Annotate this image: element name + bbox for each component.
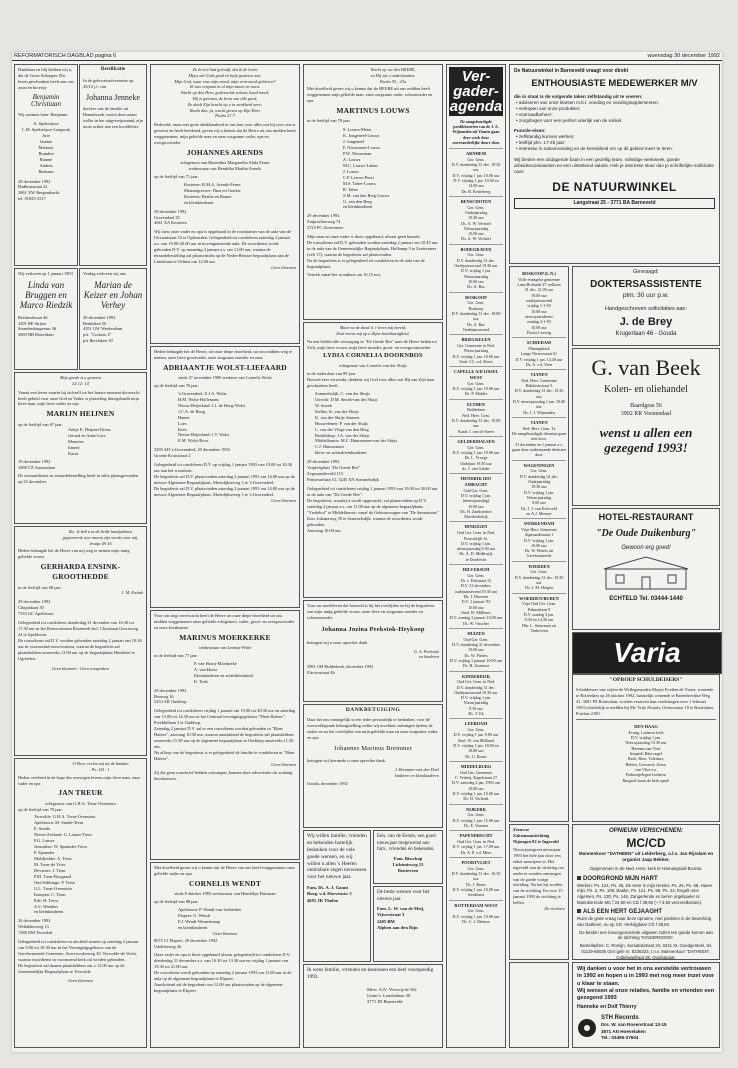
ad-death-wolst — [150, 346, 300, 608]
ad-dankbetuiging — [303, 704, 443, 828]
notice-wierden: WIERDEN Ger. Gem. D.V. donderdag 31 dec. 19.30 uur Ds. J. M. Helgen — [512, 561, 566, 593]
list-item: • leeftijd plm. 17-25 jaar; — [516, 140, 566, 146]
ad-oproep-schuldeisers — [572, 674, 720, 822]
ad-text: Wij zien, onze vader en opa is opgebaard in de rouwkamer van de aula van de Uitvaartstaat 53 te Opheusden. Gelegenheid tot condoleren zaterdag 2 januari a.s. van 19.00-20.00 uur in bovengenoemde aula. De rouwdienst wordt gehouden D.V. op maandag 4 januari a.s. om 11.00 uur, waarna de teraardebestelling zal plaatsvinden op de Neder-Betuwe begraafplaats aan de Linteltraat te Ochten om 12.00 uur. — [154, 229, 292, 265]
varia-banner: Varia — [572, 632, 722, 674]
agenda-item — [449, 718, 503, 761]
ad-engagement-linda — [14, 268, 78, 370]
ad-title: Zeeuwse Zakenmanstichting Nijmegen 82 te Ingevuld — [513, 827, 559, 844]
notice-schiedam: SCHIEDAM Plantagekerk Lange Nieuwstraat 61 D.V. vrijdag 1 jan. 14.30 uur Ds. A. v.d. Veen — [512, 337, 566, 369]
ad-text: Met droefheid geven wij u kennis dat de Heere van ons heeft weggenomen onze geliefde vader en opa — [154, 865, 296, 876]
newspaper-page — [12, 52, 722, 1052]
ad-text: De beste wensen voor het nieuwe jaar. — [377, 889, 431, 902]
agenda-body: Ger. Gem. D.V. vrijdag 1 jan. 9.00 uur Stud. W. van Millaard D.V. vrijdag 1 jan. 18.00 en 18.00 uur Ds. G. Bouw — [453, 727, 499, 759]
ad-text: Mijn man en onze vader is thuis opgebaard, alwaar geen bezoek. De rouwdienst zal D.V. gehouden worden zaterdag 2 januari om 10.45 uur in de aula van de Gemeentelijke Begraafplaats, Hofkamp 3 te Zoetermeer (velt 17), waarna de begrafenis zal plaatsvinden. Na de begrafenis is er gelegenheid tot condoleren in de aula van de begraafplaats. — [307, 234, 438, 269]
agenda-place: MIDDELBURG — [460, 764, 492, 769]
ad-address: 29 december 1992 Gravendaal 25 4041 XA Kesteren — [154, 208, 187, 226]
ad-text: Gelegenheid tot condoleren donderdag 31 december van 16.30 tot 17.30 uur in het Rouwcentrum Rosenvelt-hof, Christiaan Geurtsweg 24 te Apeldoorn. De rouwdienst zal D.V. worden gehouden zaterdag 2 januari om 10.30 uur in voornoemd rouwcentrum, waarna de begrafenis zal plaatshebben omstreeks 12.00 uur op de begraafplaats Heidehof te Ugchelen. — [18, 620, 142, 661]
ad-role: sinds 8 oktober 1983 weduwnaar van Hendrikje Huisman — [174, 891, 276, 896]
ad-age: op de leeftijd van 71 jaar. — [154, 173, 199, 179]
ad-text: dochter van de familie uit Bennebroek, moest deze naam welke in het uitgeverijmaand, zijn moet achter aan een hoofdletter. — [83, 106, 144, 130]
ad-role: sinds 27 november 1989 weduwe van Cornelis Wolst — [178, 375, 272, 380]
ad-title: "OPROEP SCHULDEISERS" — [609, 677, 683, 683]
agenda-body: Ger. Gem. D.V. vrijdag 1 jan. 15.00 uur Ds. E. Venema — [452, 812, 500, 828]
ad-text: Voor uw medeleven dat betoond is bij het overlijden en bij de begrafenis van mijn innig geliefde vrouw, onze lieve en zorgzame moeder en schoonmoeder — [307, 603, 436, 620]
ad-footnote: Geen bloemen — [212, 930, 238, 936]
agenda-body: Ger. Gem. D.V. vrijdag 1 jan. 10.00 uur Ds. C. J. Meeuse — [452, 908, 500, 924]
ad-text: Na een liefdevolle verzorging in "De Goede Ree" nam de Heere heden tot Zich, mijn lieve vrouw, mijn lieve moeder, groot- en overgrootmoeder — [307, 338, 438, 350]
ad-text: Werken: Ps. 124, Ps. 26, De Heer is mijn Herder, Ps. 26, Ps. 68, Haeer mijn, Ps. 3, Ps. 108, Baake, Ps. 121, Ps. 98, Ps. 24, Engelt uree Algemen, Ps. 130, Ps. 146. Zangerlende en beren orgelspeler is: Mannkorende MC f 24,50 en CD f 39,50 (+ f 3,50 verzendkosten). — [577, 882, 714, 906]
brand-name: DE NATUURWINKEL — [552, 180, 677, 195]
ad-text: Gelegenheid tot condoleren en afscheid nemen op zaterdag 2 januari van 9.00 tot 10.30 uur in het Verenigingsgebouw van de Gereformeerde Gemeente, Avervoordseweg 30, Terwolde-de Vecht, waarna rouwdienst in voornoemd kerk zal worden gehouden. De begrafenis zal daarna plaatshebben om ± 12.00 uur op de Gemeentelijke Begraafplaats te Terwolde. — [18, 939, 139, 974]
notice-boskoop: BOSKOOP (L.N.) Volle evangelie gemeente Laan Hofstede 27 welkom 31 dec. 21.00 uur 19.00 uur oudejaarsavond vrijdag 1-1-93 10.00 uur nieuwjaarsdienst zondag 3-1-93 10.00 uur Pastor Leesvig — [517, 271, 561, 335]
child-name: Benjamin Christiaan — [31, 92, 61, 109]
ad-text: Heden overleed in de hope des eeuwigen levens mijn lieve man, onze vader en opa — [18, 774, 142, 786]
family-list: A. Spekreijsse L.M. Spekreijsse-Langerak Arie Jantine Marinus Brandon Rianne Andrea Bastiaan — [22, 121, 70, 174]
ad-text: Daar het ons onmogelijk is een ieder persoonlijk te bedanken, voor de overweldigende belangstelling welke wij mochten ontvangen tijdens de ziekte en na het overlijden van mijn geliefde man en onze zorgzame vader en opa — [307, 717, 439, 741]
ad-thanks-peekstok — [303, 600, 443, 702]
ad-title: ENTHOUSIASTE MEDEWERKER M/V — [531, 77, 698, 89]
ad-address: 3295 AH 's-Gravendeel, 29 december 1992 Groene Kruisstraat 2 — [154, 447, 230, 459]
ad-text: Heden behaagde het de Heere, tot onze diepe droefheid, uit ons midden weg te nemen, onze lieve grootvader, onze zorgzame moeder en oma — [154, 349, 294, 360]
ad-thierry-sth — [572, 962, 720, 1048]
couple-names: Marian de Keizer en Johan Verhey — [83, 279, 143, 310]
ad-title: MC/CD — [626, 836, 666, 851]
ad-death-heijnen — [14, 372, 147, 524]
ad-text: Gelegenheid tot condoleren vrijdag 1 januari om 19.00 tot 20.30 uur en zaterdag van 13.00 tot 14.30 uur in het Centraal verenigingsgebouw "Eben Haëzer", Preekhillaan 3 te Ouddorp. Zaterdag 2 januari D.V. zal er een rouwdienst worden gehouden in "Eben Haëzer", aanvang 10.30 uur, waarna aansluitend de begrafenis zal plaatshebben omstreeks 11.30 uur op de algemene begraafplaats te Ouddorp omstreeks 11.30 uur. Na afloop van de begrafenis is er gelegenheid de familie te condoleren in "Eben Haëzer". — [154, 708, 296, 761]
agenda-body: Ger. Gemeente in Ned. Nieuwjaarsdag D.V. vrijdag 1 jan. 10.00 uur Stud. J.C. v.d. Roest — [452, 342, 500, 364]
ad-address: 29 december 1992 Chopinlaan 39 7333 GC Apeldoorn — [18, 599, 54, 617]
ad-wishes-gaunt — [303, 830, 371, 962]
agenda-place: BOSKOOP — [465, 294, 487, 300]
child-name: Johanna Jenneke — [86, 92, 140, 102]
ad-death-doornbos — [303, 322, 443, 598]
ad-signature: G. A. Peekstok en kinderen — [413, 648, 439, 660]
ad-text: betuigen wij hiermede u onze oprechte dank. — [307, 757, 386, 763]
agenda-item — [449, 521, 503, 564]
agenda-item — [449, 804, 503, 831]
ad-text: Bedroefd, maar met grote dankbaarheid in ons hart voor alles wat hij voor ons is geweest en heeft betekend, geven wij u kennis dat de Heere uit ons midden heeft weggenomen, mijn geliefde man en onze zorgzame vader, opa en overgrootvader — [154, 122, 297, 145]
deceased-name: JOHANNES ARENDS — [186, 147, 264, 157]
ad-title: Rectificatie — [100, 67, 126, 72]
ad-address: Bestelladres: C. Romijn, Sumatrastraat 34, 3241 XL Goedgenteel, tel. 01119-66035 Giro gele nr. 5236323, t.n.v. Mannenkoor "DATHEEN", Cabelwagfraat 38, Ooglopgaat. — [579, 943, 714, 960]
agenda-item — [449, 473, 503, 521]
ad-text: Hoewel zeer verzwakt, dankten wij God voor alles wat Hij aan Zijn haar geschonken heeft. — [307, 377, 436, 389]
agenda-place: HILVERSUM — [462, 567, 490, 573]
square-bullet-icon — [577, 909, 581, 913]
ad-address: Berdaeshtraat 46 3291 BE Strijen Strandenburgerum 36 3069 HB Rotterdam — [18, 314, 57, 338]
ad-age: op de leeftijd van 67 jaar. — [18, 421, 63, 427]
ad-text: Nieuwjaarsgroet nieuwjaar 1993 het hele jaar door een enkel aanwijzen er. Het ingevuld van de stichting om onder te worden ontvangen van de goede vorige inleiding. Na het bij worden van de stichting. En voor 15 januari 1993 de stichting te bellen. — [513, 846, 566, 906]
ad-death-treur — [14, 758, 147, 1048]
agenda-place: HENDRIK IDO AMBACHT — [460, 476, 492, 487]
deceased-name: CORNELIS WENDT — [188, 878, 262, 888]
agenda-body: Oud Ger. Gem. in Ned. Postschrijlt Sr. D.V. vrijdag 1 jan. nieuwjaarsdag 9.30 uur Ds. A. D. Medhwijk te Dordrecht — [456, 530, 496, 562]
agenda-place: KINDERDIJK — [461, 673, 491, 679]
agenda-intro: De aangekondigde predikbeurten van de J. A. Wijnanden uit Vianen gaan deze week door onveranderlijke doorr door — [452, 119, 500, 145]
ad-address: 29 december 1992 Zuiprachterweg 74 2725 PC Zoetermeer — [307, 213, 344, 231]
ad-text: Gevraagd: — [633, 269, 659, 275]
hotel-place: ECHTELD — [609, 595, 638, 602]
ad-text: Opgenomen in de Ned. Herv. kerk te Harnasgraaf-Bruinis. — [589, 865, 703, 871]
ad-age: op de leeftijd van 76 jaar. — [154, 382, 199, 388]
header-rule — [12, 60, 722, 61]
notice-woerden: WOERDEN/BUREN Vrije Oud Ger. Gem. Palmenlaan 9 D.V. zondag 3 jan. 9.30 en 14.30 uur Dhr. L. Stuurman uit Vinkeveen — [512, 593, 566, 636]
agenda-item — [449, 196, 503, 244]
agenda-item — [449, 436, 503, 473]
ad-address: 28 december 1992 Badhuisstraat 22 2861 XW Bergambacht tel. 01825-2517 — [18, 178, 60, 202]
agenda-item — [449, 334, 503, 366]
agenda-list — [449, 148, 503, 926]
agenda-item — [449, 292, 503, 335]
ad-signature: J. M. Ensink — [121, 590, 143, 596]
ad-role: echtgenoot van Barendina Margaretha Alida Fenes weduwnaar van Hendrika Martha Arends — [180, 160, 270, 171]
agenda-place: NIJKERK — [465, 806, 486, 812]
agenda-place: ARNHEM — [465, 150, 486, 156]
family-list: Terwolde: G.H.A. Treur-Ovenstein Apeldoorn: M. Smide-Treur E. Smide Nieuw-Zeeland: G. Lanser-Treur P.G. Lanser Jerusalem: W. Spaander-Treur P. Spaander Molsbrekke: A. Treur M. Treur-de Vries Deventer: J. Treur P.M. Treur-Boogaard Oud Sabbinge: P. Treur G.L. Treur-Ovenstein Kampen: C. Treur Ede: H. Treur A.S. Wanders en kleinkinderen — [34, 814, 96, 915]
deceased-name: MARTINUS LOUWS — [336, 106, 410, 116]
notice-den-haag: DEN HAAG Evang. Lutherse kerk D.V. vrijdag 1 jan. Nieuwjaarsdag 15.30 uur Herman van Vliet bespeelt Bätz-orgel Bach, Buxt, Voleimer, Helfen, Coevaerd, Avisz, van Vliet e.a. Parkeergelegen Lutherse Burgwal staan de kerk open! — [622, 724, 670, 783]
agenda-body: Oud Ger. Gem. D.V. donderdag 31 december 19.00 uur Ds. W. Pieters D.V. vrijdag 1 januari 10.00 uur Ds. H. Zoomwa — [449, 636, 503, 669]
agenda-body: Oud Ger. Gem. in Ned. D.V. vrijdag 1 jan. 17.00 uur Ds. A. P. v.d. Meer — [452, 838, 500, 855]
ad-death-arends — [150, 64, 300, 344]
agenda-item — [449, 830, 503, 857]
ad-footnote: Geen bloemen — [271, 497, 296, 503]
ad-footnote: Geen bloemen — [271, 265, 296, 271]
ad-text: Wij danken u voor het in ons eerstelde vertrouwen in 1992 en hopen u in 1993 met nog meer inzet voor u klaar te staan. Wij wensen al onze relaties, familie en vrienden een gezegend 1993 — [577, 966, 715, 1002]
ad-text: Met droefheid geven wij u kennis dat de HEERE uit ons midden heeft weggenomen mijn geliefde man, onze zorgzame vader, schoonvader en opa — [307, 86, 434, 104]
ad-signature: Mevr. A.N. Verweij-de Wit Grunt v. Lyndenlaan 38 3771 JD Barneveld — [367, 986, 417, 1004]
ad-age: in de leeftijd van 78 jaar. — [307, 118, 351, 124]
agenda-place: PAPENDRECHT — [459, 833, 493, 839]
ad-death-ensink — [14, 526, 147, 756]
ad-address: 29 december 1992 Verpleeghuis "De Goede Ree" Zegwaarderveld 115 Prinsesselaan 51, 3245 XN Sommelsdijk — [307, 459, 379, 483]
requirements-list — [514, 134, 715, 153]
family-list: P. van Hoost-Moerkerke A. van Hoost Kleinkinderen en achterkleinkind K. Teeb — [194, 660, 253, 684]
list-item: • adviseren van onze klanten m.b.t. voeding en voedingsupplementen; — [516, 99, 659, 105]
deceased-name: MARIJN HEIJNEN — [46, 409, 115, 419]
ad-text: De Natuurwinkel in Barneveld vraagt voor direkt — [514, 68, 629, 74]
record-disc-icon — [577, 1018, 597, 1038]
agenda-place: ROTTERDAM-WEST — [454, 902, 498, 908]
agenda-body: Oud Ger. Gemeente C. Verbeij, Kapelstraat 27 D.V. zaterdag 2 jan. 1993 om 19.00 uur D.V. vrijdag 1 jan. 10.00 uur Ds. D. Verhoek — [452, 769, 500, 802]
agenda-body: Ger. Gem. D.V. vrijdag 1 jan. 10.00 uur Ds. L. Vroege Oudejaar 19.30 uur ds. J. van Gelder — [452, 444, 500, 471]
agenda-item — [449, 148, 503, 196]
family-list: S. Louws-Meter K. Jongeneel-Louws J. Jongeneel F. Nieuwman-Louws P.W. Nieuwman A. Louws M.C. Louws-Laban J. Louws C.P. Louws-Poort M.S. Taber-Louws R. Taber S.M. van den Berg-Louws G. van den Berg en kleinkinderen — [343, 127, 390, 210]
company-name: STH Records — [601, 1015, 639, 1022]
church-notices — [509, 266, 569, 822]
ad-text: Wij willen familie, vrienden en bekenden hartelijk bedanken voor de vele goede wensen, en wij willen u allen 's Heeren onmisbare zegen toewensen voor het nieuwe jaar. — [307, 833, 369, 881]
company-sub: Kolen- en oliehandel — [604, 383, 688, 395]
ad-text: Schuldeisers van wijlen de Wellegenanden Marjet Evelien de Visser, wonende te Rotterdam op 26 oktober 1992, laatstelijk wonende te Barendrechtse Weg 41, 3081 PZ Rotterdam, worden verzocht hun vorderingen voor 1 februari 1993 schriftelijk te melden bij Mr. Vrije Notaris, Oosterstraat 10 te Rotterdam, Postbus 2100. — [576, 687, 716, 717]
ad-text: plm. 30 uur p.w. — [623, 291, 669, 299]
ad-text: Wij bieden een uitdagende baan in een gezellig team, volledige werkweek, goede arbeidsvoorwaarden en een uitstekend salaris. Heb je interesse stuur dan je schriftelijke sollicitatie naar: — [514, 156, 716, 174]
agenda-item — [449, 671, 503, 719]
ad-death-moerkerke — [150, 610, 300, 860]
ad-zakenman-stichting — [509, 824, 569, 960]
ad-address: Krugerlaan 46 - Gouda — [615, 330, 677, 337]
hotel-phone: Tel. 03444-1440 — [639, 595, 683, 602]
ad-text: Ruim de grote vraag naar deze opname, met psalmen in de bewerking van Datheen, nu op CD. Verkrijgbaar CD f 39,50. — [577, 915, 713, 927]
ad-blank-filler — [509, 962, 569, 1048]
agenda-item — [449, 366, 503, 398]
ad-footnote: De uitvaartdienst en teraardebestelling heeft in stilte plaatsgevonden op 23 december. — [18, 473, 140, 484]
agenda-body: Ger. Gem. Dr. v. Eekstraat 15 D.V. 31 december, oudejaarsavond 19.30 uur Ds. J. Driessen D.V. 1 januari '93 10.00 uur Stud. W. Millbees D.V. zondag 3 januari 10.00 uur Ds. W. Visscher — [449, 572, 503, 626]
ad-subtitle: ALS EEN HERT GEJAAGHT — [583, 908, 663, 915]
ad-footnote: Geen bloemen — [271, 761, 296, 767]
deceased-name: ADRIAANTJE WOLST-LIEFAARD — [163, 362, 287, 372]
ad-verse: Zo ik niet had geloofd, dat ik de loven Mijns zal Gods goed en hulp genieten zou, Mijn God, waar was mijn moed, mijn vertrouwd gebleven? Ik was vergaan in al mijn smart en rouw. Wacht op den Heer, godvruchte schaar, houd moed, Hij is getrouw, de bron van alle goed, Zo daalt Zijn kracht op u in zwakheid neer; Wacht dan, ja, wacht gerust op Zijn Heer. Psalm 27:7 — [174, 67, 276, 119]
ad-role: weduwnaar van Leentje Witte — [198, 644, 252, 650]
ad-text: die in staat is de volgende taken zelfstandig uit te voeren: — [514, 93, 643, 99]
ad-role: echtgenoot van G.H.A. Treur-Ovenstein — [45, 800, 116, 806]
agenda-body: Ger. Gem. D.V. vrijdag 1 jan. 10.00 uur Ds. P. Mulder — [452, 380, 500, 397]
ad-signature: De stichters — [544, 906, 565, 912]
ad-address: 8075 CJ Elspeet, 29 december 1992 Uddelseweg 26 — [154, 938, 218, 950]
family-list: Kesteren: B.M.A. Arends-Fenes Monstegrevoer: Dina en Gradus Kesteren: Bertha en Ronne en kleinkinderen — [184, 181, 241, 205]
ad-text: Gelegenheid tot condoleren D.V. op vrijdag 1 januari 1993 van 19.00 tot 20.30 uur aan het woonhuis. De begrafenis zal D.V. plaatsvinden zaterdag 2 januari 1993 om 14.00 uur op de nieuwe Algemene Begraafplaats, Moerdijkseweg 3 te 's-Gravendeel. De begrafenis zal D.V. plaatsvinden zaterdag 2 januari 1993 om 14.00 uur op de nieuwe Algemene Begraafplaats, Moerdijkseweg 3 te 's-Gravendeel. — [154, 462, 295, 497]
deceased-name: Johannes Marinus Bremmer — [333, 745, 413, 753]
ad-address: 2981 GH Ridderkerk, december 1992 Electrostraat 4b — [307, 664, 374, 676]
ad-age: in de ouderdom van 89 jaar. — [307, 371, 357, 377]
agenda-place: LEERDAM — [464, 721, 488, 727]
agenda-item — [449, 761, 503, 804]
ad-verse: Mijn goede is u geweest Lk 12: 14 — [59, 375, 102, 386]
ad-footnote: Vertrek vanaf het woonhuis om 10.15 uur. — [307, 271, 381, 277]
ad-wishes-bisschop — [373, 830, 443, 884]
ad-verse: Zie, ik heb u in de beide handpalmen gegraveerd, uwe muren zijn steeds voor mij. Jesaja 49:16 — [62, 529, 139, 546]
deceased-name: Johanna Jozina Peekstok-Heykoop — [321, 625, 425, 633]
list-item: • verkopen van onze produkten; — [516, 106, 581, 112]
ad-age: op de leeftijd van 70 jaar. — [18, 806, 63, 812]
vergader-agenda — [446, 64, 506, 1048]
ad-text: Voor ons nog onverwacht heeft de Heere tot onze diepe droefheid uit ons midden weggenomen onze geliefde echtgenoot, vader, groot- en overgrootvader en onze kostbaarste — [154, 613, 296, 630]
company-name: G. van Beek — [591, 355, 701, 380]
agenda-place: BENSCHOTEN — [460, 198, 492, 204]
ad-footnote: Zij die geen rouwbrief hebben ontvangen, kunnen deze advertentie als zodanig beschouwen. — [154, 769, 294, 781]
ad-text: Mannenkoor "DATHEEN" uit Lelderberg, o.l.v. Jan Rijsdam en organist Jaap Bekker. — [578, 851, 714, 863]
ad-text: betuigen wij u onze oprechte dank. — [307, 639, 369, 645]
ad-death-louws — [303, 64, 443, 320]
agenda-item — [449, 244, 503, 292]
deceased-name: LYDIA CORNELIA DOORNBOS — [323, 352, 423, 360]
ad-text: Wij noemen hem: Benjamin — [18, 112, 68, 118]
ad-text: Heden behaagde het de Heere van mij weg te nemen mijn innig geliefde vrouw — [18, 548, 131, 560]
header-right: woensdag 30 december 1992 — [647, 53, 720, 59]
ad-mc-cd — [572, 824, 720, 960]
notice-wageningen: WAGENINGEN Ger. Gem. D.V. donderdag 31 dec. Oudejaarsdag 19.30 uur D.V. vrijdag 1 jan. Nieuwjaarsdag 9.00 uur Ds. J. J. van Eckeveld en A.J. Meeuse — [512, 460, 566, 519]
agenda-place: CAPELLE A/D IJSSEL WEST — [453, 369, 499, 380]
list-item: • zorgdragen voor een perfect uiterlijk van de winkel. — [516, 118, 623, 124]
ad-age: in de leeftijd van 77 jaar. — [154, 652, 198, 658]
agenda-body: Ger. Gem. D.V. donderdag 31 dec. 19.30 uur D.V. vrijdag 1 jan. 10.00 uur D.V. vrijdag 1 jan. 10.00 en 14.00 uur Ds. B. Ketterberg — [451, 156, 501, 194]
deceased-name: JAN TREUR — [58, 788, 103, 798]
ad-text: In de geboorteadvertentie op 29/12 j.l. van — [83, 77, 135, 89]
deceased-name: MARINUS MOERKERKE — [179, 632, 271, 642]
ad-death-wendt — [150, 862, 300, 1048]
ad-natuurwinkel — [509, 64, 720, 264]
ad-birth-benjamin — [14, 64, 78, 266]
ad-wishes-vandemeij — [373, 886, 443, 962]
agenda-item — [449, 628, 503, 671]
ad-text: Onze vader en opa is thuis opgebaard alwaar gelegenheid tot condoleren D.V. donderdag 31 december a.s. van 16.30 tot 13.30 uur en vrijdag 1 januari van 19.30 tot 21.00 uur. De rouwdienst wordt gehouden op zaterdag 2 januari 1993 om 11.00 uur in de aula op de algemene begraafplaats te Elspeet. Aansluitend zal de begrafenis om 12.00 uur plaatsvinden op de algemene begraafplaats te Elspeet. — [154, 952, 292, 993]
ad-van-beek — [572, 348, 720, 506]
list-item: • interesse in natuurvoeding en de bereidheid om op dit gebied meer te leren. — [516, 146, 674, 152]
ad-footnote: Geen bloemen - Geen toespraken — [51, 665, 110, 671]
ad-signature: Fam. Bisschop Lichtmisweg 15 Benteveen — [392, 855, 424, 874]
ad-verse: Wacht op uw den HEERE, en Hij zal u onderhouden. Psalm 55 : 23a — [370, 67, 416, 84]
ad-verse: Maar nu de dood is 't leven mij bereid, Zoal mernt mij op u Zijne barmhartigheid. — [336, 325, 410, 336]
ad-hotel-duikenburg — [572, 508, 720, 630]
page-header — [12, 52, 722, 61]
ad-age: in de leeftijd van 68 jaar. — [18, 584, 62, 590]
ad-text: Een, van de Eerste, een goed nieuwjaar toegewenst aan fam., vrienden en bekenden. — [377, 833, 437, 853]
ad-title: DOKTERSASSISTENTE — [590, 279, 702, 291]
ad-address: Gouda, december 1992 — [307, 781, 348, 787]
ad-signature: Fam. L. W. van de Meij, Vijverstraat 3 2405 BM Alphen aan den Rijn — [377, 906, 425, 930]
ad-verse: O Heer, verlos mij uit de banden Ps. 141: 1 — [72, 761, 129, 772]
family-list: Sommelsdijk: C. van der Sluijs Utrecht: D.M. Snoek-van der Sluijs W. Snoek Stellas: K. van der Sluijs K. van der Sluijs-Janssen Houwelenen: P. van der Sluijs L. van der Vlugt-van den Berg Boeldidorp: J.A. van der Sluijs Middelharnis: M.C. Hanssensen-van der Sluijs C.J. Hanssensen klein- en achterkleinkinderen — [315, 390, 398, 456]
agenda-body: Oud Ger. Gem. D.V. vrijdag 1 jan. (nieuwjaarsdag) 10.00 uur Ds. H. Zandrietfort Moerkerkelijk — [460, 487, 492, 520]
list-item: • zelfstandig kunnen werken; — [516, 134, 575, 139]
family-list: Ankje E. Heijnen-Dreus Gerard en Anne-Lore Maureen Innerd Karin — [68, 427, 111, 457]
ad-address: 19 december 1992 1068 VZ Amsterdam — [18, 459, 55, 471]
ad-address: 26 december 1992 Weltakkerweg 13 7386 NM Terwolde — [18, 918, 53, 936]
ad-role: echtgenote van Cornelis van der Sluijs — [339, 363, 407, 369]
ad-signature: Hanneke en Dolf Thierry — [577, 1004, 637, 1011]
task-list — [514, 100, 715, 125]
agenda-body: Bethlehem Ned. Herv. Gem. D.V. donderdag 31 dec. 19.00 uur Kand. J. van de Street — [451, 407, 501, 434]
agenda-body: Ger. Gem. D.V. donderdag 31 dec. Oudejaarsavond 19.30 uur D.V. vrijdag 1 jan. Nieuwjaarsdag 10.00 uur Ds. A. Bac — [454, 252, 498, 290]
notice-werkendam: WERKENDAM Vrije Herv. Gemeente Sigmundsstraat 1 D.V. vrijdag 1 jan. 10.00 uur Ds. W. Pieters uit Gereformeerde — [512, 518, 566, 561]
ad-text: Ik wens familie, vrienden en kennissen een heel voorspoedig 1993. — [307, 967, 435, 980]
couple-names: Linda van Bruggen en Marco Riedzik — [19, 279, 73, 310]
ad-address: 29 december 1992 Beaweg 16 3253 AR Ouddorp — [154, 687, 187, 705]
ad-rectificatie — [79, 64, 147, 266]
ad-signature: J. Bremmer-van den Doel kinderen en kleinkinderen — [394, 766, 439, 778]
agenda-place: POORTVLIET — [461, 859, 491, 865]
ad-text: De beiden een bovengenoemde uitgaven zullen ten goede komen aan de stichting "KINDERNOOD". — [579, 929, 715, 941]
ad-text: Vanuit een leven waarin hij zichzelf tot het laatste moment doorzocht heeft geheid voor onze God en Vader, is plotseling thuisgehaald mijn lieve man, mijn lieve vader en opa — [18, 389, 141, 407]
ad-text: Dankbaar en blij hebben wij u, dat de Grote Schepper, Die leven geschonken heeft aan ons zoon en broertje — [18, 67, 75, 90]
agenda-item — [449, 564, 503, 628]
agenda-body: Ger. Gem. Boskoop D.V. donderdag 31 dec. 19.00 uur Ds. A. Bac Oudejaarsavond — [451, 300, 501, 332]
agenda-item — [449, 900, 503, 927]
ad-signature: Fam. Ds. A. J. Gaunt Burg. v.d. Hoevenstr. 5 4691 JK Tholen — [307, 885, 352, 903]
agenda-body: Ger. Gem. Oudejaarsdag 19.30 uur Ds. A. W. Verhoef Nieuwjaarsdag 10.00 uur Ds. A. W. Verhoef — [461, 204, 491, 242]
ad-title: DANKBETUIGING — [345, 707, 401, 713]
agenda-item — [449, 857, 503, 900]
ad-address: Langstraat 25 - 3771 BA Barneveld — [514, 198, 715, 209]
ad-address: Drs. W. van Rosenstraat 13-15 3871 AN Hoevelaken — [601, 1022, 667, 1034]
ad-text: Handgeschreven sollicitaties aan: — [605, 305, 687, 312]
header-left: REFORMATORISCH DAGBLAD pagina 6 — [14, 53, 117, 59]
ad-title: OPNIEUW VERSCHENEN: — [608, 828, 683, 834]
ad-text: Wij verloven op 1 januari 1993 — [18, 271, 73, 276]
agenda-place: BRIELKELEN — [461, 337, 491, 343]
ad-wishes-verweij — [303, 964, 443, 1048]
ad-title: HOTEL-RESTAURANT — [598, 512, 694, 522]
ad-doktersassistente — [572, 266, 720, 346]
ad-subtitle: DOORGROND MIJN HART — [583, 875, 658, 882]
ad-address: Baardgras 56 3902 RR Veenendaal — [620, 403, 672, 418]
hotel-illustration-icon — [596, 555, 696, 591]
deceased-name: GERHARDA ENSINK-GROOTHEDDE — [40, 562, 121, 582]
agenda-item — [449, 399, 503, 436]
agenda-body: Ger. Gem. D.V. donderdag 31 dec. 16.30 uur Ds. J. Boers D.V. vrijdag 1 jan. 10.00 uur leesdienst — [451, 865, 501, 898]
greeting: wenst u allen een gezegend 1993! — [599, 425, 693, 456]
notice-vianen-2: VIANEN Ned. Herv. Gem. Tz De aangekondigde diensten gaan niet door. 31 december en 1 januari a.s. gaan deze onderstaande diensten door — [512, 417, 566, 460]
square-bullet-icon — [577, 876, 581, 880]
ad-subtitle: Functie-eisen: — [514, 127, 546, 133]
family-list: Apeldoorn: P. Wendt-van Iselsteden Elspeet: G. Wendt F.J. Wendt-Wenterkamp en kleinkinderen — [178, 906, 241, 930]
agenda-place: ELTHEN — [467, 401, 485, 407]
company-name: "De Oude Duikenburg" — [596, 528, 696, 540]
agenda-title: Ver-gader-agenda — [449, 68, 503, 115]
family-list: 's-Gravendeel: Z.J.A. Wolst H.M. Wolst-Hollemans Nieuw-Beijerland: J.J. de Hoog-Wolst J.C.A. de Hoog Hanne Loes Kees Nieuw-Beijerland: J.T. Wolst E.M. Wolst-Roos — [178, 390, 246, 444]
ad-address: 30 december 1992 Bentlaken 50 4351 GW Werkendam p/a. "Cortazo 4" p/a Berelaken 50 — [83, 314, 123, 344]
ad-age: op de leeftijd van 88 jaar. — [154, 898, 199, 904]
notice-vianen-1: VIANEN Ned. Herv. Gemeente Hakkestrstraat 5 D.V. donderdag 31 dec. 19.30 uur D.V. nieuwjaarsdag 1 jan. 10.00 uur Ds. J. J. Wijnanden — [512, 369, 566, 417]
contact-name: J. de Brey — [619, 316, 673, 329]
ad-text: Verdag verloven wij ons — [83, 271, 126, 276]
agenda-place: GELDERMALSEN — [457, 438, 495, 444]
ad-text: Gelegenheid tot condoleren vrijdag 1 januari 1993 van 19.00 tot 20.00 uur in de aula van "De Goede Ree". De begrafenis, waarbij u wordt opgewacht, zal plaatsvinden op D.V. zaterdag 2 januari a.s. om 11.00 uur op de algemene begraafplaats "Vredehof" te Middelharnis; vanaf de Gebuurswagen van "De Samaritaan" Kon. Julianaweg 39 te Sommelsdijk, waarna de rouwdienst wordt gehouden. Aanvang 10.00 uur. — [307, 486, 439, 533]
list-item: • voorraadbeheer; — [516, 112, 553, 118]
agenda-place: HINKIGEN — [464, 524, 488, 530]
ad-phone: Tel.: 03495-37604 — [601, 1034, 639, 1040]
ad-footnote: Geen bloemen — [68, 977, 93, 983]
agenda-place: HUIZEN — [467, 630, 485, 636]
agenda-body: Oud Ger. Gem. in Ned. D.V. donderdag 31 dec. Oudejaarsavond 19.30 uur D.V. vrijdag 1 jan. Nieuwjaarsdag 9.30 uur Ds. T. Ek — [454, 679, 498, 717]
ad-engagement-marian — [79, 268, 147, 370]
tagline: Gewoon erg goed! — [621, 544, 671, 551]
agenda-place: BODEGRAVEN — [460, 246, 492, 252]
